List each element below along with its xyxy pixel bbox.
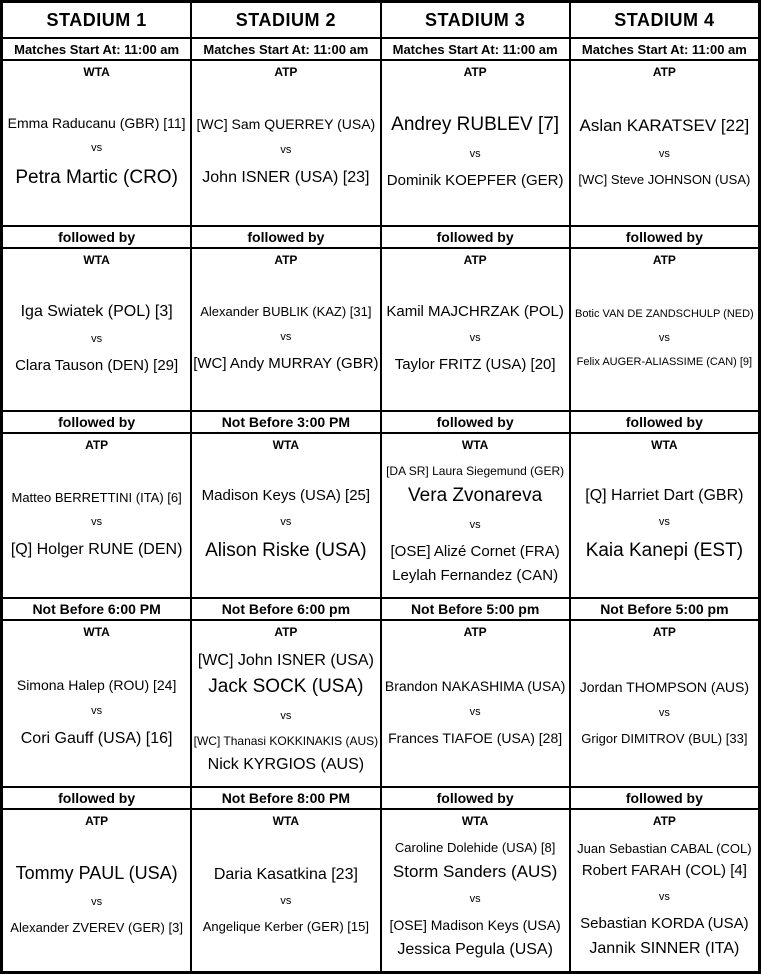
- player-line: John ISNER (USA) [23]: [202, 169, 370, 187]
- start-time-cell: Matches Start At: 11:00 am: [382, 39, 569, 59]
- stadium-header: STADIUM 2: [192, 3, 379, 37]
- player-line: Clara Tauson (DEN) [29]: [15, 356, 179, 374]
- match-cell: [192, 434, 379, 597]
- players-block: [192, 828, 379, 971]
- tour-label: WTA: [461, 814, 489, 828]
- vs-label: vs: [280, 710, 292, 723]
- vs-label: vs: [280, 330, 292, 343]
- tour-label: WTA: [83, 65, 110, 79]
- tour-label: ATP: [85, 814, 109, 828]
- start-time-cell: Matches Start At: 11:00 am: [571, 39, 758, 59]
- vs-label: vs: [469, 705, 481, 718]
- match-cell: [192, 249, 379, 410]
- vs-label: vs: [658, 331, 670, 344]
- vs-label: vs: [91, 704, 103, 717]
- vs-label: vs: [91, 895, 103, 908]
- separator-cell: Not Before 3:00 PM: [192, 412, 379, 432]
- vs-label: vs: [658, 706, 670, 719]
- player-line: Botic VAN DE ZANDSCHULP (NED): [575, 307, 754, 320]
- separator-cell: followed by: [382, 227, 569, 247]
- player-line: Cori Gauff (USA) [16]: [20, 729, 173, 747]
- tour-label: ATP: [463, 625, 487, 639]
- player-line: Simona Halep (ROU) [24]: [16, 676, 177, 693]
- player-line: Angelique Kerber (GER) [15]: [202, 918, 369, 934]
- player-line: Leylah Fernandez (CAN): [392, 566, 559, 584]
- players-block: [382, 79, 569, 225]
- match-cell: [192, 61, 379, 225]
- vs-label: vs: [91, 142, 103, 155]
- player-line: Nick KYRGIOS (AUS): [207, 755, 365, 773]
- vs-label: vs: [469, 892, 481, 905]
- player-line: Caroline Dolehide (USA) [8]: [394, 839, 556, 855]
- match-cell: [571, 249, 758, 410]
- tour-label: ATP: [652, 253, 676, 267]
- player-line: [WC] Andy MURRAY (GBR): [193, 354, 379, 372]
- player-line: [WC] Steve JOHNSON (USA): [578, 171, 751, 187]
- player-line: Petra Martic (CRO): [15, 166, 178, 188]
- match-cell: [3, 810, 190, 971]
- players-block: [382, 639, 569, 786]
- separator-cell: Not Before 6:00 pm: [192, 599, 379, 619]
- match-cell: [571, 434, 758, 597]
- player-line: Jack SOCK (USA): [208, 676, 364, 698]
- match-cell: [382, 621, 569, 786]
- start-time-cell: Matches Start At: 11:00 am: [192, 39, 379, 59]
- tour-label: ATP: [652, 814, 676, 828]
- tour-label: ATP: [274, 625, 298, 639]
- player-line: Brandon NAKASHIMA (USA): [384, 678, 566, 695]
- player-line: Sebastian KORDA (USA): [580, 915, 749, 933]
- match-cell: [571, 621, 758, 786]
- tour-label: ATP: [85, 438, 109, 452]
- player-line: Jannik SINNER (ITA): [589, 940, 740, 958]
- player-line: Jordan THOMPSON (AUS): [579, 678, 750, 695]
- player-line: Alexander ZVEREV (GER) [3]: [10, 920, 183, 936]
- stadium-header: STADIUM 1: [3, 3, 190, 37]
- players-block: [3, 267, 190, 410]
- players-block: [3, 828, 190, 971]
- separator-cell: followed by: [3, 227, 190, 247]
- start-time-cell: Matches Start At: 11:00 am: [3, 39, 190, 59]
- players-block: [571, 267, 758, 410]
- tour-label: WTA: [272, 438, 300, 452]
- players-block: [192, 452, 379, 597]
- tour-label: ATP: [463, 65, 487, 79]
- player-line: Storm Sanders (AUS): [392, 861, 558, 881]
- player-line: Jessica Pegula (USA): [397, 940, 553, 958]
- players-block: [382, 267, 569, 410]
- tour-label: WTA: [651, 438, 678, 452]
- players-block: [3, 452, 190, 597]
- player-line: Andrey RUBLEV [7]: [391, 114, 560, 135]
- separator-cell: followed by: [571, 788, 758, 808]
- player-line: [WC] Sam QUERREY (USA): [196, 116, 376, 133]
- match-cell: [382, 810, 569, 971]
- match-cell: [571, 61, 758, 225]
- vs-label: vs: [280, 144, 292, 157]
- player-line: Alison Riske (USA): [205, 539, 367, 561]
- players-block: [3, 639, 190, 786]
- player-line: Felix AUGER-ALIASSIME (CAN) [9]: [576, 356, 753, 369]
- match-cell: [382, 61, 569, 225]
- players-block: [192, 639, 379, 786]
- player-line: Aslan KARATSEV [22]: [579, 116, 750, 136]
- player-line: Taylor FRITZ (USA) [20]: [394, 356, 556, 374]
- tour-label: WTA: [83, 625, 110, 639]
- tour-label: ATP: [274, 65, 298, 79]
- vs-label: vs: [469, 518, 481, 531]
- separator-cell: followed by: [571, 227, 758, 247]
- vs-label: vs: [469, 331, 481, 344]
- players-block: [382, 828, 569, 971]
- separator-cell: Not Before 5:00 pm: [571, 599, 758, 619]
- players-block: [571, 828, 758, 971]
- separator-cell: Not Before 6:00 PM: [3, 599, 190, 619]
- players-block: [382, 452, 569, 597]
- tour-label: WTA: [83, 253, 110, 267]
- player-line: Tommy PAUL (USA): [15, 863, 178, 884]
- player-line: Vera Zvonareva: [408, 484, 543, 506]
- tour-label: ATP: [463, 253, 487, 267]
- vs-label: vs: [280, 894, 292, 907]
- stadium-header: STADIUM 3: [382, 3, 569, 37]
- player-line: Kaia Kanepi (EST): [585, 540, 744, 562]
- players-block: [571, 452, 758, 597]
- vs-label: vs: [658, 516, 670, 529]
- separator-cell: followed by: [382, 412, 569, 432]
- separator-cell: followed by: [3, 788, 190, 808]
- player-line: [Q] Harriet Dart (GBR): [585, 486, 744, 504]
- player-line: Daria Kasatkina [23]: [213, 865, 358, 883]
- separator-cell: Not Before 8:00 PM: [192, 788, 379, 808]
- player-line: Dominik KOEPFER (GER): [386, 171, 564, 189]
- tour-label: ATP: [652, 625, 676, 639]
- stadium-header: STADIUM 4: [571, 3, 758, 37]
- tour-label: ATP: [274, 253, 298, 267]
- vs-label: vs: [91, 332, 103, 345]
- separator-cell: followed by: [192, 227, 379, 247]
- separator-cell: followed by: [382, 788, 569, 808]
- player-line: Juan Sebastian CABAL (COL): [577, 840, 752, 856]
- tour-label: ATP: [652, 65, 676, 79]
- tour-label: WTA: [461, 438, 489, 452]
- players-block: [571, 639, 758, 786]
- separator-cell: followed by: [571, 412, 758, 432]
- player-line: [WC] Thanasi KOKKINAKIS (AUS): [193, 734, 379, 749]
- separator-cell: Not Before 5:00 pm: [382, 599, 569, 619]
- match-cell: [3, 61, 190, 225]
- player-line: [OSE] Alizé Cornet (FRA): [390, 542, 560, 560]
- players-block: [571, 79, 758, 225]
- player-line: [WC] John ISNER (USA): [197, 652, 374, 670]
- separator-cell: followed by: [3, 412, 190, 432]
- vs-label: vs: [469, 147, 481, 160]
- match-cell: [382, 249, 569, 410]
- players-block: [192, 267, 379, 410]
- player-line: Kamil MAJCHRZAK (POL): [386, 302, 564, 320]
- player-line: Grigor DIMITROV (BUL) [33]: [581, 730, 748, 746]
- players-block: [192, 79, 379, 225]
- player-line: [OSE] Madison Keys (USA): [389, 917, 561, 934]
- player-line: Alexander BUBLIK (KAZ) [31]: [200, 304, 372, 320]
- match-cell: [192, 621, 379, 786]
- player-line: Madison Keys (USA) [25]: [201, 486, 371, 504]
- match-cell: [3, 621, 190, 786]
- tour-label: WTA: [272, 814, 300, 828]
- player-line: Frances TIAFOE (USA) [28]: [388, 730, 563, 747]
- vs-label: vs: [91, 516, 103, 529]
- vs-label: vs: [658, 147, 670, 160]
- player-line: Robert FARAH (COL) [4]: [581, 862, 747, 880]
- vs-label: vs: [280, 515, 292, 528]
- schedule-grid: [3, 3, 758, 971]
- player-line: Iga Swiatek (POL) [3]: [20, 303, 173, 321]
- match-cell: [192, 810, 379, 971]
- players-block: [3, 79, 190, 225]
- vs-label: vs: [658, 891, 670, 904]
- player-line: [DA SR] Laura Siegemund (GER): [386, 464, 565, 479]
- match-cell: [382, 434, 569, 597]
- player-line: Emma Raducanu (GBR) [11]: [7, 114, 186, 131]
- match-cell: [3, 249, 190, 410]
- match-cell: [3, 434, 190, 597]
- player-line: [Q] Holger RUNE (DEN): [10, 541, 183, 559]
- player-line: Matteo BERRETTINI (ITA) [6]: [11, 489, 182, 505]
- match-cell: [571, 810, 758, 971]
